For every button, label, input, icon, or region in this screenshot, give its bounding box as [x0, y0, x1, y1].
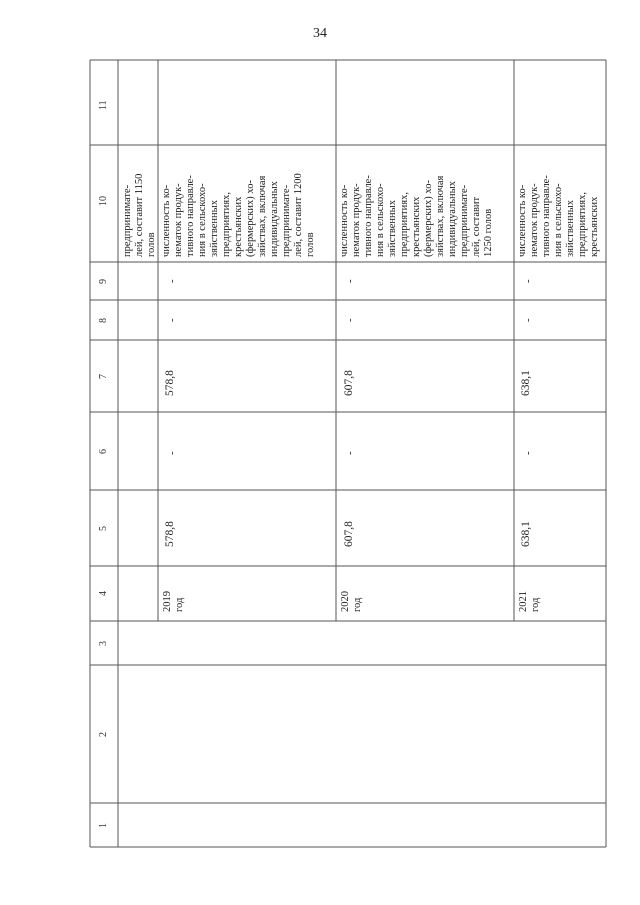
column-number-5: 5	[98, 526, 109, 531]
row-2020-col5-value: 607,8	[343, 521, 355, 547]
row-2019-col9-dash: -	[166, 279, 178, 283]
page-number: 34	[313, 26, 327, 41]
row-2020-col8-dash: -	[344, 318, 356, 322]
row-0-description: предпринимате- лей, составит 1150 голов	[122, 173, 157, 257]
column-number-11: 11	[98, 100, 109, 110]
row-2020-col7-value: 607,8	[343, 370, 355, 396]
column-number-2: 2	[98, 732, 109, 737]
row-2019-col5-value: 578,8	[164, 521, 176, 547]
row-2019-col6-dash: -	[166, 451, 178, 455]
row-2021-description: численность ко- нематок продук- тивного направле- ния в сельскохо- зяйственных предприятиях, крестьянских	[517, 175, 600, 257]
row-2019-description: численность ко- нематок продук- тивного направле- ния в сельскохо- зяйственных предприятиях, крестьянских (фермерских) хо- зяйствах, включая индивидуальных предпринимате- лей, составит 1200 голов	[161, 173, 316, 257]
row-2021-year: 2021 год	[518, 591, 541, 612]
row-2019-col8-dash: -	[166, 318, 178, 322]
row-2021-col9-dash: -	[522, 279, 534, 283]
row-2020-year: 2020 год	[340, 591, 363, 612]
column-number-7: 7	[98, 374, 109, 379]
row-2021-col8-dash: -	[522, 318, 534, 322]
row-2019-col7-value: 578,8	[164, 370, 176, 396]
row-2020-col9-dash: -	[344, 279, 356, 283]
column-number-10: 10	[98, 196, 109, 206]
row-2021-col6-dash: -	[522, 451, 534, 455]
column-number-9: 9	[98, 279, 109, 284]
column-number-8: 8	[98, 318, 109, 323]
column-number-6: 6	[98, 449, 109, 454]
row-2020-description: численность ко- нематок продук- тивного направле- ния в сельскохо- зяйственных предприятиях, крестьянских (фермерских) хо- зяйствах, включая индивидуальных предпринимате- лей, составит 1250 голов	[339, 175, 494, 257]
column-number-4: 4	[98, 591, 109, 596]
row-2021-col7-value: 638,1	[520, 370, 532, 396]
row-2020-col6-dash: -	[344, 451, 356, 455]
column-number-3: 3	[98, 641, 109, 646]
row-2021-col5-value: 638,1	[520, 521, 532, 547]
column-number-1: 1	[98, 823, 109, 828]
row-2019-year: 2019 год	[162, 591, 185, 612]
